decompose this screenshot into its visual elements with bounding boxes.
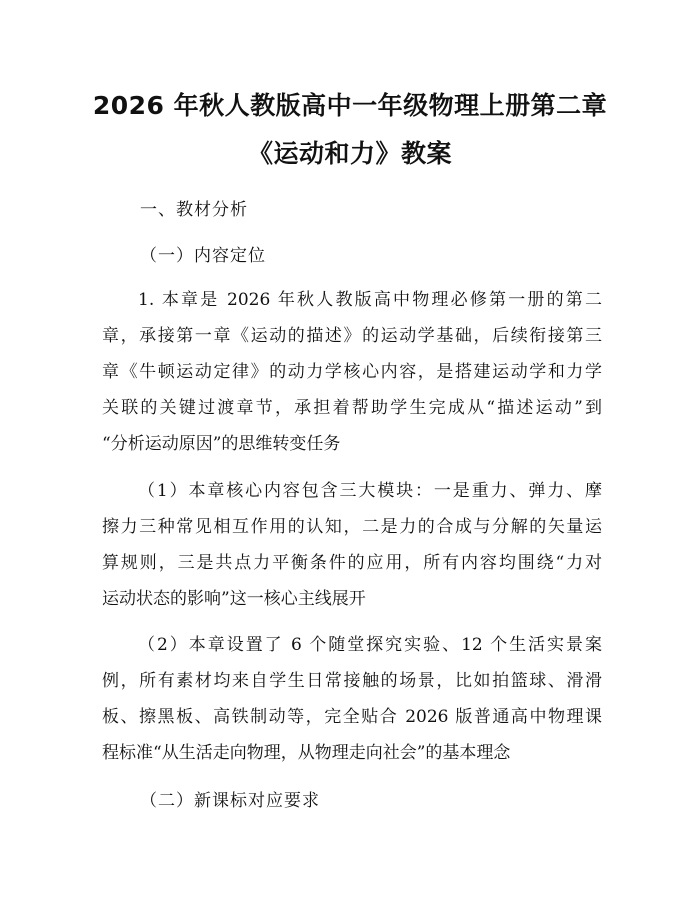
paragraph-core-content — [102, 473, 602, 617]
paragraph-line: 算规则，三是共点力平衡条件的应用，所有内容均围绕“力对 — [102, 553, 602, 573]
paragraph-line: 例，所有素材均来自学生日常接触的场景，比如拍篮球、滑滑 — [102, 671, 602, 691]
subsection-heading-curriculum-requirements: （二）新课标对应要求 — [140, 791, 320, 811]
subsection-heading-content-positioning: （一）内容定位 — [140, 246, 266, 266]
paragraph-experiments-cases — [102, 627, 602, 771]
paragraph-line: 程标准“从生活走向物理，从物理走向社会”的基本理念 — [102, 743, 511, 763]
paragraph-chapter-overview — [102, 282, 602, 462]
paragraph-line: 擦力三种常见相互作用的认知，二是力的合成与分解的矢量运 — [102, 517, 602, 537]
paragraph-line: （1）本章核心内容包含三大模块：一是重力、弹力、摩 — [138, 481, 602, 501]
paragraph-line: “分析运动原因”的思维转变任务 — [102, 434, 341, 454]
paragraph-line: 1. 本章是 2026 年秋人教版高中物理必修第一册的第二 — [138, 290, 602, 310]
paragraph-line: 章，承接第一章《运动的描述》的运动学基础，后续衔接第三 — [102, 326, 602, 346]
paragraph-line: 运动状态的影响”这一核心主线展开 — [102, 589, 366, 609]
paragraph-line: （2）本章设置了 6 个随堂探究实验、12 个生活实景案 — [138, 635, 602, 655]
document-title-line-2: 《运动和力》教案 — [247, 139, 452, 168]
paragraph-line: 板、擦黑板、高铁制动等，完全贴合 2026 版普通高中物理课 — [102, 707, 602, 727]
document-title-line-1: 2026 年秋人教版高中一年级物理上册第二章 — [92, 91, 608, 120]
paragraph-line: 章《牛顿运动定律》的动力学核心内容，是搭建运动学和力学 — [102, 362, 602, 382]
paragraph-line: 关联的关键过渡章节，承担着帮助学生完成从“描述运动”到 — [102, 398, 602, 418]
section-heading-textbook-analysis: 一、教材分析 — [140, 200, 248, 220]
